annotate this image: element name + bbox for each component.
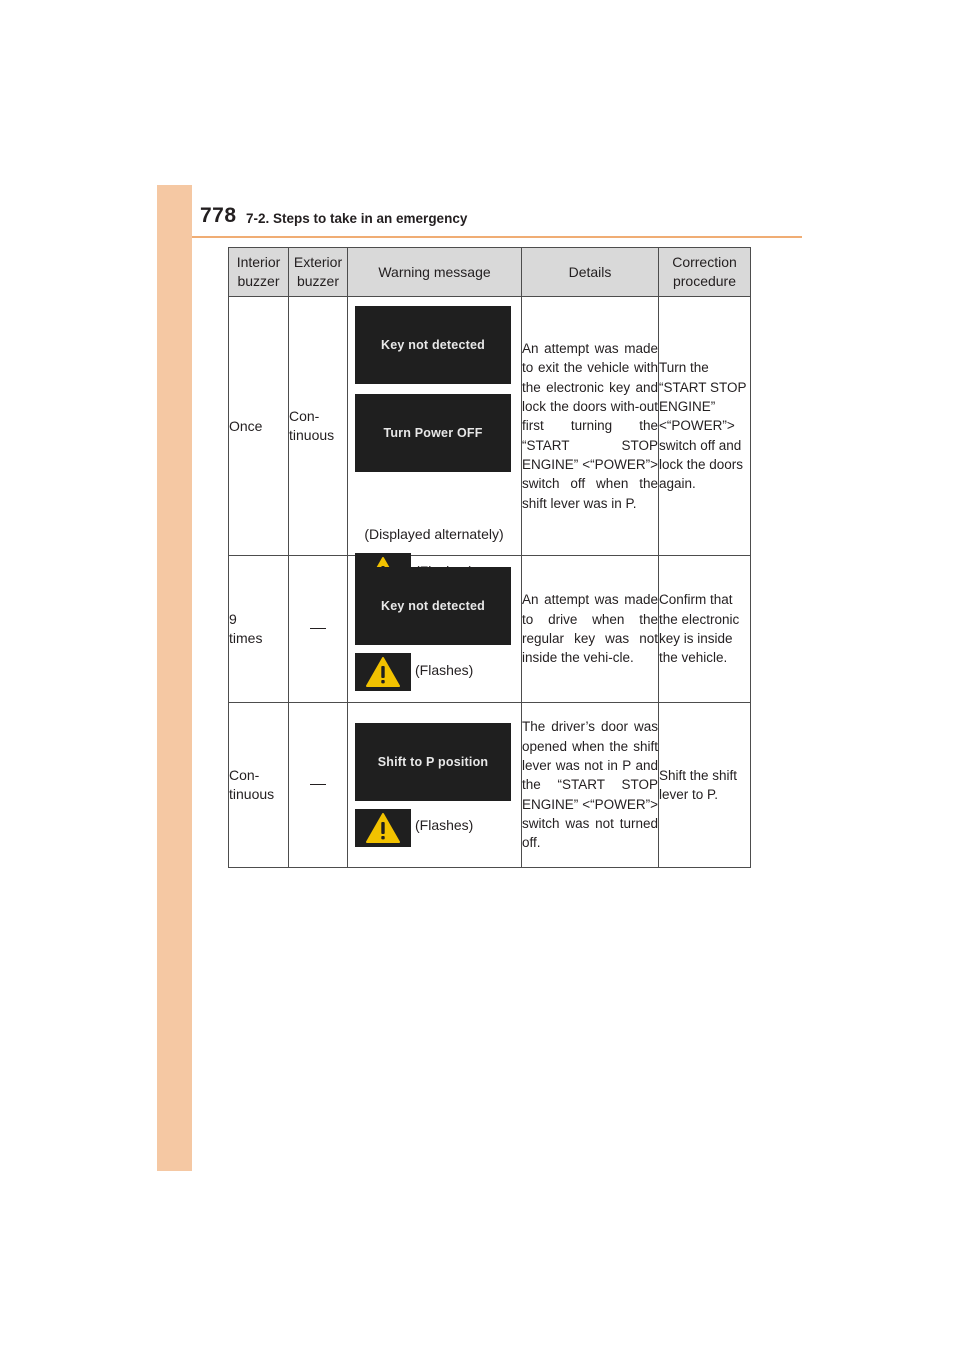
warning-message-cell [348, 556, 522, 703]
exterior-buzzer-cell [289, 556, 348, 703]
correction-cell: Shift the shift lever to P. [659, 703, 751, 868]
warning-message-table [228, 247, 751, 868]
flashes-label: (Flashes) [415, 817, 474, 833]
exterior-buzzer-cell: Con- tinuous [289, 297, 348, 556]
page-number: 778 [200, 204, 237, 227]
message-screen: Key not detected [355, 567, 511, 645]
alternate-note: (Displayed alternately) [364, 526, 504, 542]
header-details: Details [522, 248, 659, 297]
warning-triangle-icon [365, 656, 401, 688]
header-warning-message: Warning message [348, 248, 522, 297]
section-title: 7-2. Steps to take in an emergency [246, 211, 468, 226]
table-row [229, 556, 751, 703]
dash-mark [310, 628, 326, 629]
message-screen: Key not detected [355, 306, 511, 384]
page-header [192, 200, 802, 238]
header-interior-buzzer: Interior buzzer [229, 248, 289, 297]
warning-triangle-icon [365, 812, 401, 844]
interior-buzzer-cell: 9 times [229, 556, 289, 703]
table-row [229, 703, 751, 868]
warning-message-cell [348, 297, 522, 556]
message-screen: Shift to P position [355, 723, 511, 801]
details-cell: An attempt was made to exit the vehicle with the electronic key and lock the doors with-out first turning the “START STOP ENGINE” <“POWER”> switch off when the shift lever was in P. [522, 297, 659, 556]
interior-buzzer-cell: Once [229, 297, 289, 556]
warning-message-cell [348, 703, 522, 868]
interior-buzzer-cell: Con- tinuous [229, 703, 289, 868]
flashes-label: (Flashes) [415, 662, 474, 678]
message-screen: Turn Power OFF [355, 394, 511, 472]
correction-cell: Confirm that the electronic key is inside the vehicle. [659, 556, 751, 703]
details-cell: An attempt was made to drive when the regular key was not inside the vehi-cle. [522, 556, 659, 703]
correction-cell: Turn the “START STOP ENGINE” <“POWER”> switch off and lock the doors again. [659, 297, 751, 556]
warning-indicator [355, 809, 411, 847]
dash-mark [310, 784, 326, 785]
warning-indicator [355, 653, 411, 691]
header-correction-procedure: Correction procedure [659, 248, 751, 297]
header-exterior-buzzer: Exterior buzzer [289, 248, 348, 297]
table-row [229, 297, 751, 556]
chapter-side-tab [157, 185, 192, 1171]
exterior-buzzer-cell [289, 703, 348, 868]
details-cell: The driver’s door was opened when the shift lever was not in P and the “START STOP ENGINE” <“POWER”> switch was not turned off. [522, 703, 659, 868]
table-header-row [229, 248, 751, 297]
